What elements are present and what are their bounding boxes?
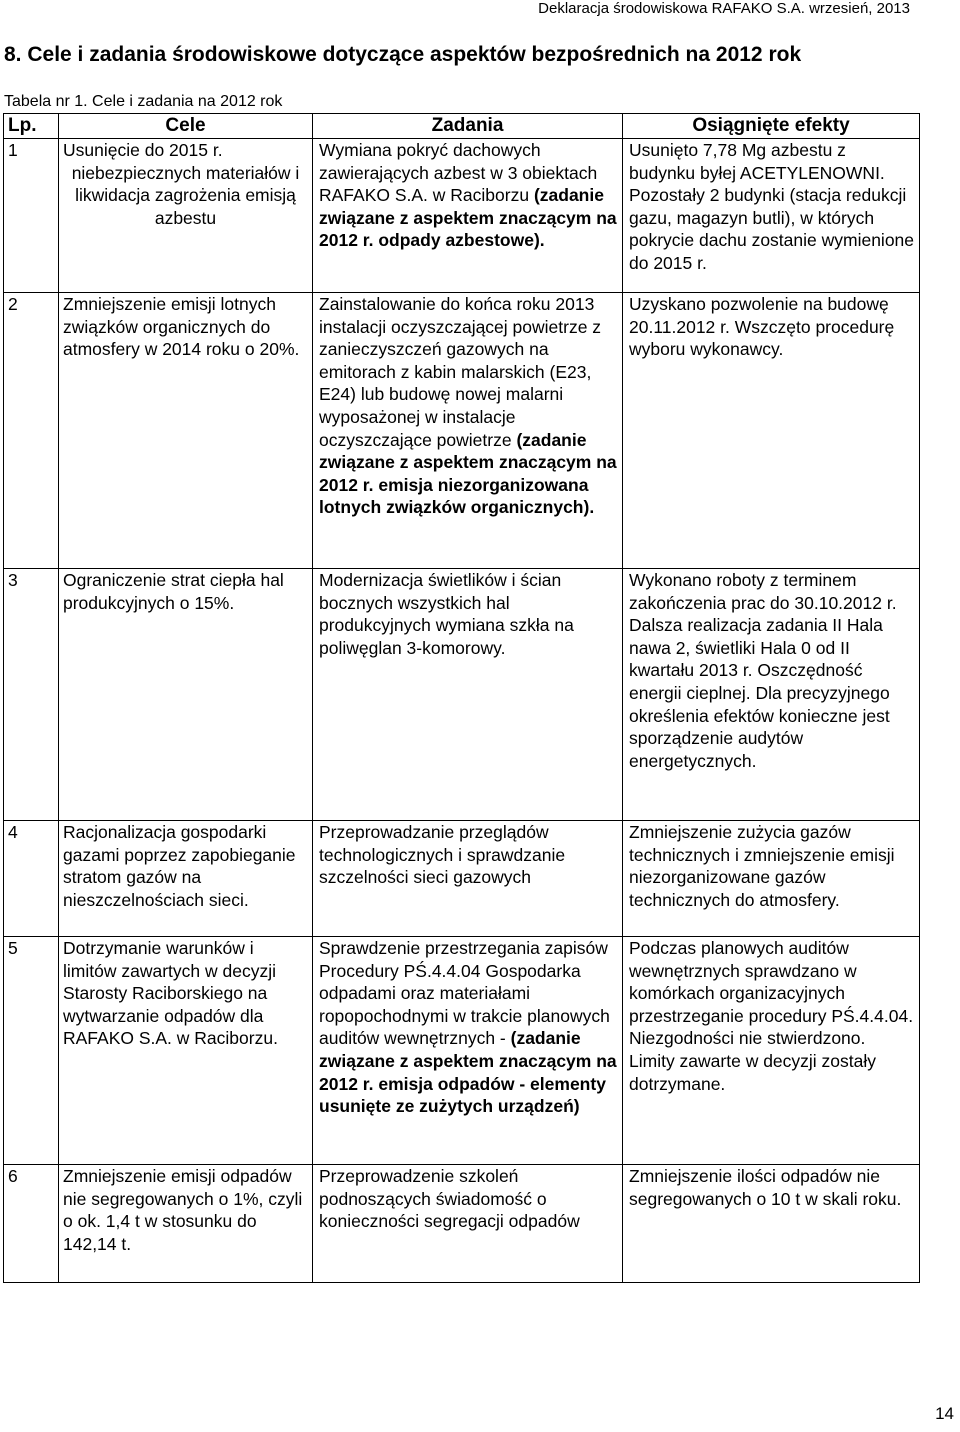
task-cell (313, 139, 623, 293)
table-row (4, 1165, 920, 1283)
effect-cell: Uzyskano pozwolenie na budowę 20.11.2012 r. Wszczęto procedurę wyboru wykonawcy. (623, 293, 920, 569)
effect-cell: Zmniejszenie ilości odpadów nie segregowanych o 10 t w skali roku. (623, 1165, 920, 1283)
goal-cell: Dotrzymanie warunków i limitów zawartych w decyzji Starosty Raciborskiego na wytwarzanie odpadów dla RAFAKO S.A. w Raciborzu. (59, 937, 313, 1165)
page-number: 14 (935, 1404, 954, 1423)
row-number: 4 (4, 821, 59, 937)
row-number: 2 (4, 293, 59, 569)
task-cell (313, 293, 623, 569)
goal-text-rest: niebezpiecznych materiałów i likwidacja zagrożenia emisją azbestu (71, 162, 300, 228)
table-row (4, 569, 920, 821)
table-row (4, 821, 920, 937)
task-aspect-text: (zadanie związane z aspektem znaczącym na 2012 r. odpady azbestowe). (319, 185, 617, 251)
goal-text-first: Usunięcie do 2015 r. (63, 140, 223, 160)
task-aspect-text: (zadanie związane z aspektem znaczącym na 2012 r. emisja niezorganizowana lotnych związków organicznych). (319, 429, 617, 518)
goals-table (3, 113, 920, 1283)
row-number: 1 (4, 139, 59, 293)
task-cell: Przeprowadzanie przeglądów technologicznych i sprawdzanie szczelności sieci gazowych (313, 821, 623, 937)
row-number: 3 (4, 569, 59, 821)
effect-cell: Podczas planowych auditów wewnętrznych sprawdzano w komórkach organizacyjnych przestrzeganie procedury PŚ.4.4.04. Niezgodności nie stwierdzono. Limity zawarte w decyzji zostały dotrzymane. (623, 937, 920, 1165)
table-header-row (4, 114, 920, 139)
document-header-title: Deklaracja środowiskowa RAFAKO S.A. wrzesień, 2013 (538, 0, 910, 17)
task-text: Sprawdzenie przestrzegania zapisów Procedury PŚ.4.4.04 Gospodarka odpadami oraz materiałami ropopochodnymi w trakcie planowych auditów wewnętrznych - (319, 938, 610, 1049)
goal-cell: Ograniczenie strat ciepła hal produkcyjnych o 15%. (59, 569, 313, 821)
header-zadania: Zadania (313, 114, 623, 139)
table-row (4, 937, 920, 1165)
goal-cell: Racjonalizacja gospodarki gazami poprzez zapobieganie stratom gazów na nieszczelnościach sieci. (59, 821, 313, 937)
header-cele: Cele (59, 114, 313, 139)
task-cell (313, 937, 623, 1165)
effect-cell: Zmniejszenie zużycia gazów technicznych i zmniejszenie emisji niezorganizowane gazów technicznych do atmosfery. (623, 821, 920, 937)
task-text: Wymiana pokryć dachowych zawierających azbest w 3 obiektach RAFAKO S.A. w Raciborzu (319, 140, 598, 206)
row-number: 5 (4, 937, 59, 1165)
header-lp: Lp. (4, 114, 59, 139)
section-title: 8. Cele i zadania środowiskowe dotyczące aspektów bezpośrednich na 2012 rok (4, 43, 802, 66)
goal-cell: Zmniejszenie emisji odpadów nie segregowanych o 1%, czyli o ok. 1,4 t w stosunku do 142,14 t. (59, 1165, 313, 1283)
goal-cell (59, 139, 313, 293)
effect-cell: Usunięto 7,78 Mg azbestu z budynku byłej ACETYLENOWNI. Pozostały 2 budynki (stacja redukcji gazu, magazyn butli), w których pokrycie dachu zostanie wymienione do 2015 r. (623, 139, 920, 293)
table-caption: Tabela nr 1. Cele i zadania na 2012 rok (4, 93, 283, 110)
header-efekty: Osiągnięte efekty (623, 114, 920, 139)
goal-cell: Zmniejszenie emisji lotnych związków organicznych do atmosfery w 2014 roku o 20%. (59, 293, 313, 569)
task-cell: Przeprowadzenie szkoleń podnoszących świadomość o konieczności segregacji odpadów (313, 1165, 623, 1283)
table-row (4, 293, 920, 569)
effect-cell: Wykonano roboty z terminem zakończenia prac do 30.10.2012 r. Dalsza realizacja zadania II Hala nawa 2, świetliki Hala 0 od II kwartału 2013 r. Oszczędność energii cieplnej. Dla precyzyjnego określenia efektów konieczne jest sporządzenie audytów energetycznych. (623, 569, 920, 821)
task-aspect-text: (zadanie związane z aspektem znaczącym na 2012 r. emisja odpadów - elementy usunięte ze zużytych urządzeń) (319, 1028, 617, 1117)
task-cell: Modernizacja świetlików i ścian bocznych wszystkich hal produkcyjnych wymiana szkła na poliwęglan 3-komorowy. (313, 569, 623, 821)
task-text: Zainstalowanie do końca roku 2013 instalacji oczyszczającej powietrze z zanieczyszczeń gazowych na emitorach z kabin malarskich (E23, E24) lub budowę nowej malarni wyposażonej w instalacje oczyszczające powietrze (319, 294, 602, 450)
row-number: 6 (4, 1165, 59, 1283)
table-row (4, 139, 920, 293)
